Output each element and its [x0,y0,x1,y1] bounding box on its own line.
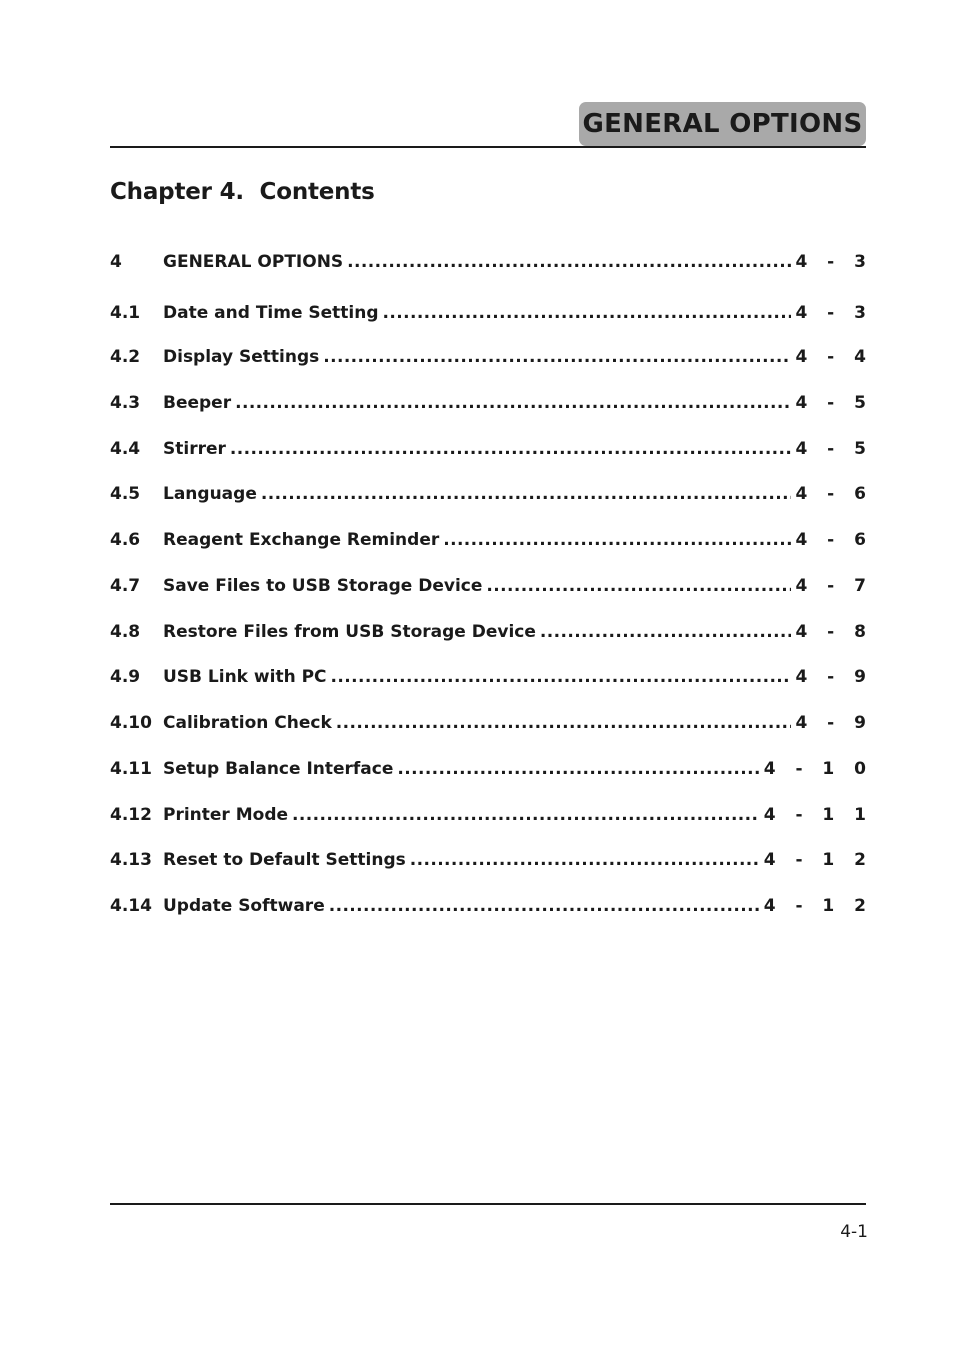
toc-entry-page: 4 - 1 2 [763,850,871,870]
toc-entry[interactable] [110,757,871,781]
page-title: Chapter 4. Contents [110,179,375,205]
toc-entry-title: Reagent Exchange Reminder [163,530,440,550]
toc-entry-title: Printer Mode [163,805,289,825]
toc-entry-title: Update Software [163,896,325,916]
dot-leader [331,665,792,689]
dot-leader [336,711,792,735]
toc-entry-page: 4 - 1 0 [763,759,871,779]
toc-entry-title: USB Link with PC [163,667,327,687]
dot-leader [486,574,791,598]
dot-leader [292,803,760,827]
toc-entry-number: 4.11 [110,759,152,779]
toc-entry-title: Setup Balance Interface [163,759,394,779]
toc-entry-title: Calibration Check [163,713,332,733]
toc-entry-number: 4.7 [110,576,141,596]
page-number: 4-1 [840,1222,868,1242]
toc-entry-number: 4.5 [110,484,141,504]
toc-entry-title: Stirrer [163,439,226,459]
toc-entry-page: 4 - 9 [795,713,871,733]
toc-entry-number: 4 [110,252,122,272]
dot-leader [261,482,792,506]
toc-entry-page: 4 - 8 [795,622,871,642]
toc-entry-page: 4 - 1 2 [763,896,871,916]
toc-entry[interactable] [110,665,871,689]
toc-entry-number: 4.1 [110,303,141,323]
dot-leader [397,757,759,781]
toc-entry[interactable] [110,482,871,506]
toc-entry[interactable] [110,574,871,598]
toc-entry[interactable] [110,711,871,735]
dot-leader [347,250,791,274]
toc-entry[interactable] [110,620,871,644]
toc-entry[interactable] [110,391,871,415]
dot-leader [410,848,760,872]
toc-entry-page: 4 - 1 1 [763,805,871,825]
dot-leader [329,894,760,918]
bottom-divider [110,1203,866,1205]
dot-leader [235,391,791,415]
dot-leader [540,620,792,644]
toc-entry[interactable] [110,250,871,274]
toc-entry-number: 4.8 [110,622,141,642]
toc-entry[interactable] [110,437,871,461]
toc-entry-number: 4.12 [110,805,152,825]
toc-entry-title: Date and Time Setting [163,303,379,323]
toc-entry-title: Restore Files from USB Storage Device [163,622,536,642]
toc-entry-number: 4.3 [110,393,141,413]
toc-entry[interactable] [110,345,871,369]
toc-entry-number: 4.14 [110,896,152,916]
toc-entry-title: GENERAL OPTIONS [163,252,344,272]
toc-entry[interactable] [110,528,871,552]
toc-entry-page: 4 - 5 [795,439,871,459]
toc-entry-title: Language [163,484,257,504]
toc-entry-page: 4 - 3 [795,252,871,272]
chapter-header-badge: GENERAL OPTIONS [579,102,866,146]
dot-leader [383,301,792,325]
toc-entry[interactable] [110,803,871,827]
toc-entry-number: 4.13 [110,850,152,870]
toc-entry-number: 4.9 [110,667,141,687]
toc-entry-title: Beeper [163,393,232,413]
toc-entry-title: Display Settings [163,347,320,367]
dot-leader [443,528,791,552]
toc-entry-number: 4.10 [110,713,152,733]
toc-entry-page: 4 - 6 [795,530,871,550]
toc-entry-page: 4 - 5 [795,393,871,413]
toc-entry-number: 4.4 [110,439,141,459]
toc-entry-page: 4 - 9 [795,667,871,687]
dot-leader [230,437,792,461]
toc-entry-page: 4 - 6 [795,484,871,504]
toc-entry-number: 4.2 [110,347,141,367]
toc-entry-page: 4 - 3 [795,303,871,323]
toc-entry[interactable] [110,301,871,325]
toc-entry-title: Reset to Default Settings [163,850,406,870]
toc-entry[interactable] [110,848,871,872]
toc-entry-number: 4.6 [110,530,141,550]
toc-entry-page: 4 - 4 [795,347,871,367]
toc-entry[interactable] [110,894,871,918]
top-divider [110,146,866,148]
toc-entry-title: Save Files to USB Storage Device [163,576,483,596]
toc-entry-page: 4 - 7 [795,576,871,596]
dot-leader [323,345,791,369]
